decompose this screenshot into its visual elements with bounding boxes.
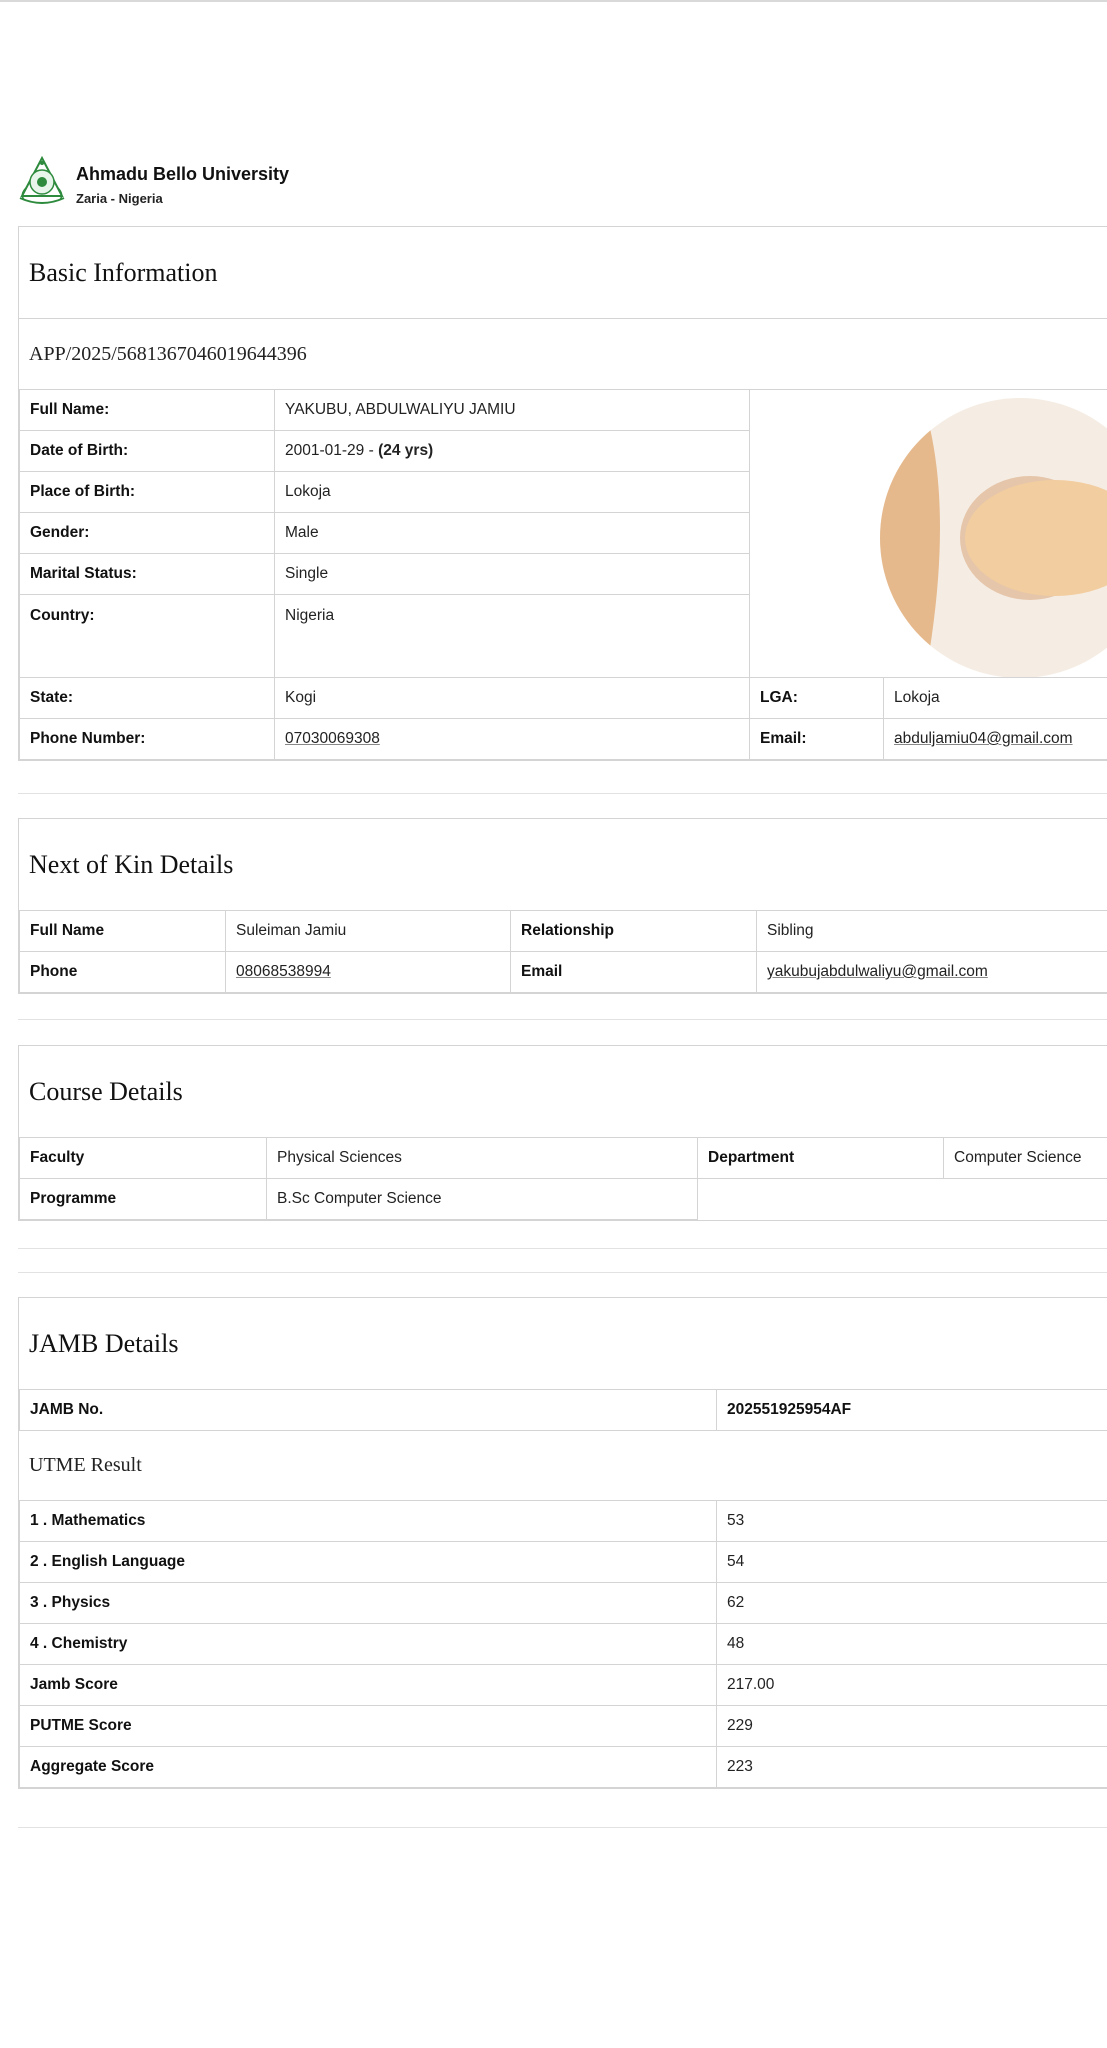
table-row bbox=[20, 952, 1107, 993]
utme-row bbox=[20, 1501, 1107, 1542]
utme-subject-score: 223 bbox=[717, 1747, 1107, 1788]
utme-subject-score: 53 bbox=[717, 1501, 1107, 1542]
nok-phone-link[interactable]: 08068538994 bbox=[236, 963, 331, 980]
email-label: Email: bbox=[750, 719, 884, 760]
empty-cell bbox=[698, 1179, 1107, 1220]
lga-value: Lokoja bbox=[884, 678, 1107, 719]
course-details-section bbox=[18, 1045, 1107, 1221]
basic-info-table bbox=[19, 389, 1107, 760]
department-value: Computer Science bbox=[944, 1138, 1107, 1179]
table-row bbox=[20, 390, 1107, 431]
divider bbox=[18, 1827, 1107, 1828]
utme-subject-label: Jamb Score bbox=[20, 1665, 717, 1706]
utme-row bbox=[20, 1706, 1107, 1747]
jamb-number-table bbox=[19, 1389, 1107, 1431]
utme-subject-score: 48 bbox=[717, 1624, 1107, 1665]
nok-phone-value[interactable] bbox=[226, 952, 511, 993]
programme-value: B.Sc Computer Science bbox=[267, 1179, 698, 1220]
phone-value[interactable] bbox=[275, 719, 750, 760]
phone-label: Phone Number: bbox=[20, 719, 275, 760]
utme-row bbox=[20, 1542, 1107, 1583]
page-header bbox=[16, 156, 616, 206]
top-border bbox=[0, 0, 1107, 2]
divider bbox=[18, 1019, 1107, 1020]
passport-photo bbox=[880, 398, 1107, 678]
marital-status-value: Single bbox=[275, 554, 750, 595]
table-row bbox=[20, 678, 1107, 719]
pob-value: Lokoja bbox=[275, 472, 750, 513]
table-row bbox=[20, 1390, 1107, 1431]
nok-full-name-label: Full Name bbox=[20, 911, 226, 952]
next-of-kin-table bbox=[19, 910, 1107, 993]
nok-email-link[interactable]: yakubujabdulwaliyu@gmail.com bbox=[767, 963, 988, 980]
utme-row bbox=[20, 1665, 1107, 1706]
department-label: Department bbox=[698, 1138, 944, 1179]
dob-label: Date of Birth: bbox=[20, 431, 275, 472]
course-details-table bbox=[19, 1137, 1107, 1220]
marital-status-label: Marital Status: bbox=[20, 554, 275, 595]
table-row bbox=[20, 911, 1107, 952]
divider bbox=[18, 1272, 1107, 1273]
utme-subject-score: 229 bbox=[717, 1706, 1107, 1747]
section-title: Next of Kin Details bbox=[19, 819, 1107, 911]
next-of-kin-section bbox=[18, 818, 1107, 994]
age-value: (24 yrs) bbox=[378, 442, 434, 459]
utme-subject-label: 2 . English Language bbox=[20, 1542, 717, 1583]
basic-information-section bbox=[18, 226, 1107, 761]
gender-label: Gender: bbox=[20, 513, 275, 554]
utme-subject-label: PUTME Score bbox=[20, 1706, 717, 1747]
section-title: JAMB Details bbox=[19, 1298, 1107, 1390]
university-crest-icon bbox=[16, 156, 68, 206]
utme-row bbox=[20, 1624, 1107, 1665]
utme-subject-score: 54 bbox=[717, 1542, 1107, 1583]
full-name-value: YAKUBU, ABDULWALIYU JAMIU bbox=[275, 390, 750, 431]
university-name: Ahmadu Bello University bbox=[76, 164, 290, 184]
utme-subject-score: 217.00 bbox=[717, 1665, 1107, 1706]
email-value[interactable] bbox=[884, 719, 1107, 760]
phone-link[interactable]: 07030069308 bbox=[285, 730, 380, 747]
jamb-no-value: 202551925954AF bbox=[717, 1390, 1107, 1431]
utme-result-table bbox=[19, 1500, 1107, 1788]
faculty-label: Faculty bbox=[20, 1138, 267, 1179]
nok-relationship-label: Relationship bbox=[511, 911, 757, 952]
utme-subject-label: 1 . Mathematics bbox=[20, 1501, 717, 1542]
divider bbox=[18, 1248, 1107, 1249]
utme-row bbox=[20, 1583, 1107, 1624]
country-label: Country: bbox=[20, 595, 275, 678]
jamb-no-label: JAMB No. bbox=[20, 1390, 717, 1431]
table-row bbox=[20, 1179, 1107, 1220]
email-link[interactable]: abduljamiu04@gmail.com bbox=[894, 730, 1073, 747]
dob-value: 2001-01-29 - (24 yrs) bbox=[275, 431, 750, 472]
photo-cell bbox=[750, 390, 1107, 678]
university-location: Zaria - Nigeria bbox=[76, 191, 163, 206]
nok-email-label: Email bbox=[511, 952, 757, 993]
lga-label: LGA: bbox=[750, 678, 884, 719]
utme-subject-label: Aggregate Score bbox=[20, 1747, 717, 1788]
utme-result-title: UTME Result bbox=[19, 1430, 1107, 1501]
pob-label: Place of Birth: bbox=[20, 472, 275, 513]
table-row bbox=[20, 719, 1107, 760]
state-value: Kogi bbox=[275, 678, 750, 719]
jamb-details-section bbox=[18, 1297, 1107, 1789]
application-number: APP/2025/5681367046019644396 bbox=[19, 319, 1107, 390]
state-label: State: bbox=[20, 678, 275, 719]
utme-subject-score: 62 bbox=[717, 1583, 1107, 1624]
utme-row bbox=[20, 1747, 1107, 1788]
nok-full-name-value: Suleiman Jamiu bbox=[226, 911, 511, 952]
nok-email-value[interactable] bbox=[757, 952, 1107, 993]
gender-value: Male bbox=[275, 513, 750, 554]
table-row bbox=[20, 1138, 1107, 1179]
utme-subject-label: 3 . Physics bbox=[20, 1583, 717, 1624]
nok-relationship-value: Sibling bbox=[757, 911, 1107, 952]
faculty-value: Physical Sciences bbox=[267, 1138, 698, 1179]
full-name-label: Full Name: bbox=[20, 390, 275, 431]
section-title: Basic Information bbox=[19, 227, 1107, 319]
country-value: Nigeria bbox=[275, 595, 750, 678]
utme-subject-label: 4 . Chemistry bbox=[20, 1624, 717, 1665]
programme-label: Programme bbox=[20, 1179, 267, 1220]
divider bbox=[18, 793, 1107, 794]
section-title: Course Details bbox=[19, 1046, 1107, 1138]
nok-phone-label: Phone bbox=[20, 952, 226, 993]
